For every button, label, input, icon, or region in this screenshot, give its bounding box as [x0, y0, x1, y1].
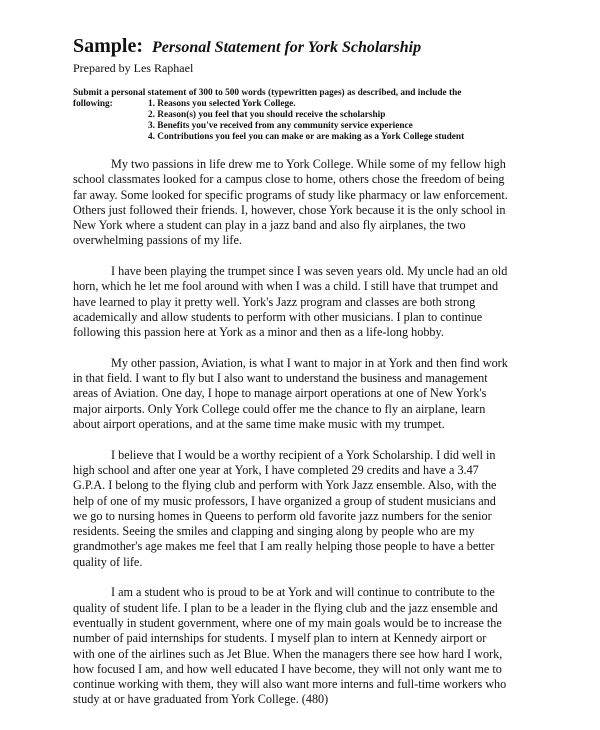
instructions-list — [148, 99, 296, 110]
statement-body — [73, 157, 533, 708]
instruction-item: 1. Reasons you selected York College. — [148, 99, 296, 109]
document-title — [73, 34, 560, 60]
instructions-first-row — [73, 99, 560, 110]
title-prefix: Sample: — [73, 35, 143, 57]
statement-paragraph: I have been playing the trumpet since I was seven years old. My uncle had an old horn, which he let me fool around with when I was a child. I still have that trumpet and have learned to play it pretty well. York's Jazz program and classes are both strong academically and allow students to perform with other musicians. I plan to continue following this passion here at York as a minor and then as a life-long hobby. — [73, 264, 508, 340]
instruction-item: 2. Reason(s) you feel that you should receive the scholarship — [148, 110, 386, 120]
prepared-by: Prepared by Les Raphael — [73, 61, 194, 75]
instruction-item: 3. Benefits you've received from any community service experience — [148, 121, 413, 131]
instructions-block — [73, 88, 560, 143]
instruction-item: 4. Contributions you feel you can make or are making as a York College student — [148, 132, 465, 142]
statement-paragraph: My two passions in life drew me to York College. While some of my fellow high school classmates looked for a campus close to home, others chose the freedom of being far away. Some looked for specific programs of study like pharmacy or law enforcement. Others just followed their friends. I, however, chose York because it is the only school in New York where a student can play in a jazz band and also fly airplanes, the two overwhelming passions of my life. — [73, 157, 508, 248]
instructions-list-continued — [73, 110, 560, 143]
statement-paragraph: I believe that I would be a worthy recipient of a York Scholarship. I did well in high school and after one year at York, I have completed 29 credits and have a 3.47 G.P.A. I belong to the flying club and perform with York Jazz ensemble. Also, with the help of one of my music professors, I have organized a group of student musicians and we go to nursing homes in Queens to perform old favorite jazz numbers for the senior residents. Seeing the smiles and clapping and singing along by people who are my grandmother's age makes me feel that I am really helping those people to have a better quality of life. — [73, 447, 497, 569]
instructions-label: following: — [73, 99, 113, 109]
statement-paragraph: I am a student who is proud to be at York and will continue to contribute to the quality of student life. I plan to be a leader in the flying club and the jazz ensemble and eventually in student government, where one of my main goals would be to increase the number of paid internships for students. I myself plan to intern at Kennedy airport or with one of the airlines such as Jet Blue. When the managers there see how hard I work, how focused I am, and how well educated I have become, they will not only want me to continue working with them, they will also want more interns and full-time workers who study at or have graduated from York College. (480) — [73, 585, 507, 707]
instructions-intro: Submit a personal statement of 300 to 500 words (typewritten pages) as described, and include the — [73, 88, 462, 98]
statement-paragraph: My other passion, Aviation, is what I want to major in at York and then find work in that field. I want to fly but I also want to understand the business and management areas of Aviation. One day, I hope to manage airport operations at one of New York's major airports. Only York College could offer me the chance to fly an airplane, learn about airport operations, and at the same time make music with my trumpet. — [73, 355, 508, 432]
title-text: Personal Statement for York Scholarship — [152, 39, 422, 56]
